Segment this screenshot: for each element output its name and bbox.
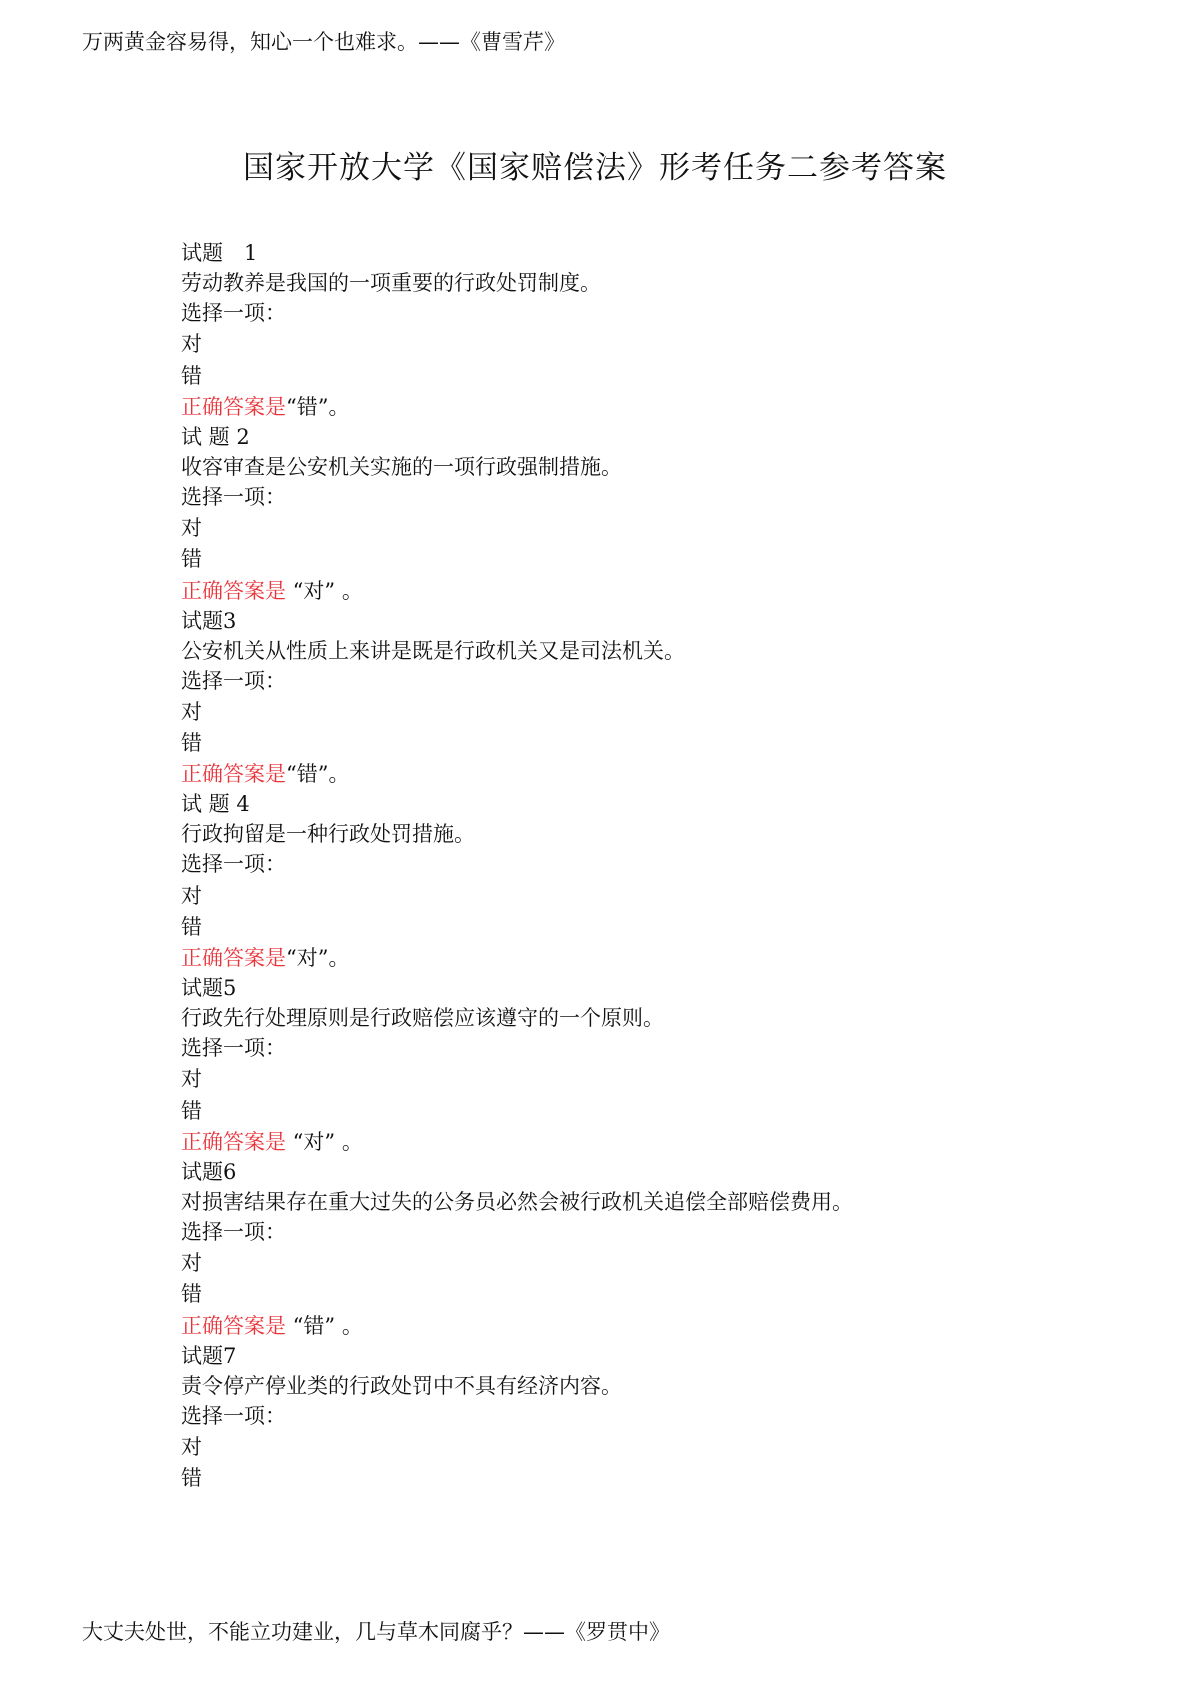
- answer-value: “错” 。: [286, 1313, 363, 1338]
- correct-answer: [181, 1127, 1081, 1157]
- choice-prompt: 选择一项：: [181, 1036, 286, 1061]
- question-label: 试 题 4: [181, 792, 250, 817]
- option-false: 错: [181, 731, 202, 756]
- question-label: 试 题 2: [181, 424, 250, 449]
- choice-prompt: 选择一项：: [181, 301, 286, 326]
- question-item: [181, 238, 1081, 422]
- option-false: 错: [181, 1098, 202, 1123]
- question-label: 试题5: [181, 976, 237, 1000]
- option-false: 错: [181, 363, 202, 388]
- option-true: 对: [181, 1434, 202, 1459]
- question-label: 试题 1: [181, 241, 258, 265]
- header-quote: 万两黄金容易得，知心一个也难求。——《曹雪芹》: [82, 30, 565, 54]
- option-false: 错: [181, 547, 202, 572]
- correct-answer: [181, 392, 1081, 422]
- choice-prompt: 选择一项：: [181, 668, 286, 693]
- question-item: [181, 1341, 1081, 1495]
- choice-prompt: 选择一项：: [181, 1219, 286, 1244]
- answer-value: “对” 。: [286, 578, 363, 603]
- choice-prompt: 选择一项：: [181, 484, 286, 509]
- answer-label: 正确答案是: [181, 946, 286, 970]
- question-label: 试题6: [181, 1159, 237, 1184]
- question-item: [181, 789, 1081, 973]
- answer-value: “对”。: [286, 946, 350, 970]
- choice-prompt: 选择一项：: [181, 852, 286, 877]
- correct-answer: [181, 576, 1081, 606]
- question-stem: 对损害结果存在重大过失的公务员必然会被行政机关追偿全部赔偿费用。: [181, 1189, 853, 1214]
- question-stem: 行政先行处理原则是行政赔偿应该遵守的一个原则。: [181, 1006, 664, 1031]
- option-true: 对: [181, 1251, 202, 1276]
- question-stem: 公安机关从性质上来讲是既是行政机关又是司法机关。: [181, 638, 685, 663]
- question-item: [181, 606, 1081, 790]
- answer-label: 正确答案是: [181, 1129, 286, 1154]
- answer-value: “错”。: [286, 394, 350, 419]
- answer-value: “错”。: [286, 762, 350, 787]
- answer-label: 正确答案是: [181, 762, 286, 787]
- page-title: 国家开放大学《国家赔偿法》形考任务二参考答案: [243, 150, 947, 186]
- question-stem: 收容审查是公安机关实施的一项行政强制措施。: [181, 454, 622, 479]
- option-true: 对: [181, 883, 202, 908]
- correct-answer: [181, 759, 1081, 789]
- question-item: [181, 973, 1081, 1157]
- footer-quote: 大丈夫处世，不能立功建业，几与草木同腐乎？——《罗贯中》: [82, 1620, 670, 1644]
- answer-label: 正确答案是: [181, 394, 286, 419]
- correct-answer: [181, 1311, 1081, 1341]
- question-stem: 行政拘留是一种行政处罚措施。: [181, 822, 475, 847]
- question-label: 试题7: [181, 1343, 237, 1368]
- question-stem: 责令停产停业类的行政处罚中不具有经济内容。: [181, 1373, 622, 1398]
- answer-label: 正确答案是: [181, 578, 286, 603]
- option-true: 对: [181, 516, 202, 541]
- answer-value: “对” 。: [286, 1129, 363, 1154]
- option-true: 对: [181, 332, 202, 357]
- question-list: [181, 238, 1081, 1494]
- question-item: [181, 1157, 1081, 1341]
- option-true: 对: [181, 699, 202, 724]
- answer-label: 正确答案是: [181, 1313, 286, 1338]
- option-false: 错: [181, 914, 202, 939]
- option-true: 对: [181, 1067, 202, 1092]
- option-false: 错: [181, 1466, 202, 1491]
- choice-prompt: 选择一项：: [181, 1403, 286, 1428]
- question-item: [181, 422, 1081, 606]
- option-false: 错: [181, 1282, 202, 1307]
- question-label: 试题3: [181, 608, 237, 633]
- correct-answer: [181, 943, 1081, 973]
- question-stem: 劳动教养是我国的一项重要的行政处罚制度。: [181, 271, 601, 296]
